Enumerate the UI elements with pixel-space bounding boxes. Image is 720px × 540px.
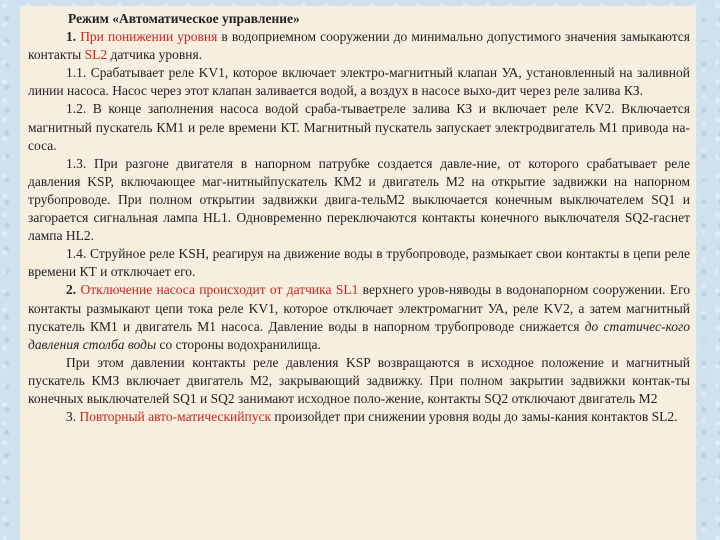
paragraph-1-highlight: При понижении уровня bbox=[80, 29, 218, 45]
paragraph-1-4: 1.4. Струйное реле KSH, реагируя на движение воды в трубопроводе, размыкает свои контакты в цепи реле времени КТ и отключает его. bbox=[28, 246, 690, 280]
paragraph-3-text: произойдет при снижении уровня воды до замы-кания контактов SL2. bbox=[271, 409, 678, 425]
paragraph-1-3: 1.3. При разгоне двигателя в напорном патрубке создается давле-ние, от которого срабатывает реле давления KSP, включающее маг-нитныйпускатель КМ2 и двигатель М2 на открытие задвижки на напорном трубопроводе. При полном открытии задвижки двига-тельМ2 выключается конечным выключателем SQ1 и загорается сигнальная лампа HL1. Одновременно переключаются контакты конечного выключателя SQ2-гаснет лампа HL2. bbox=[28, 155, 690, 244]
paragraph-1-text: в водоприемном сооружении до минимально допустимого значения замыкаются контакты bbox=[28, 29, 690, 63]
paragraph-2-sl1: SL1 bbox=[335, 282, 359, 298]
paragraph-2-tail: со стороны водохранилища. bbox=[156, 336, 321, 352]
paragraph-2-continued: При этом давлении контакты реле давления KSP возвращаются в исходное положение и магнитный пускатель КМЗ включает двигатель М2, закрывающий задвижку. При полном закрытии задвижки контак-ты конечных выключателей SQ1 и SQ2 занимают исходное поло-жение, контакты SQ2 отключают двигатель М2 bbox=[28, 354, 690, 406]
paragraph-2 bbox=[28, 281, 690, 353]
paragraph-1-1: 1.1. Срабатывает реле KV1, которое включает электро-магнитный клапан УА, установленный на заливной линии насоса. Насос через этот клапан заливается водой, а воздух в насосе выхо-дит через реле залива КЗ. bbox=[28, 65, 690, 99]
page-title: Режим «Автоматическое управление» bbox=[68, 11, 300, 26]
paragraph-3-number: 3. bbox=[66, 409, 77, 425]
paragraph-3 bbox=[28, 408, 690, 426]
paragraph-2-italic: до статичес-кого давления столба воды bbox=[28, 318, 691, 352]
paragraph-1-2: 1.2. В конце заполнения насоса водой сраба-тываетреле залива КЗ и включает реле KV2. Включается магнитный пускатель КМ1 и реле времени КТ. Магнитный пускатель запускает электродвигатель M1 привода на-соса. bbox=[28, 101, 690, 153]
paragraph-1-sl2: SL2 bbox=[84, 47, 108, 63]
document-page bbox=[20, 6, 696, 540]
paragraph-2-text: верхнего уров-няводы в водонапорном сооружении. Его контакты размыкают цепи тока реле KV1, которое отключает электромагнит УА, реле KV2, а затем магнитный пускатель КМ1 и двигатель М1 насоса. Давление воды в напорном трубопроводе снижается bbox=[28, 282, 691, 334]
paragraph-1-tail: датчика уровня. bbox=[107, 47, 203, 63]
paragraph-3-highlight: Повторный авто-матическийпуск bbox=[79, 409, 272, 425]
paragraph-2-number: 2. bbox=[66, 282, 77, 298]
paragraph-1-number: 1. bbox=[66, 29, 77, 45]
paragraph-2-highlight: Отключение насоса происходит от датчика bbox=[80, 282, 332, 298]
paragraph-1 bbox=[28, 28, 690, 64]
